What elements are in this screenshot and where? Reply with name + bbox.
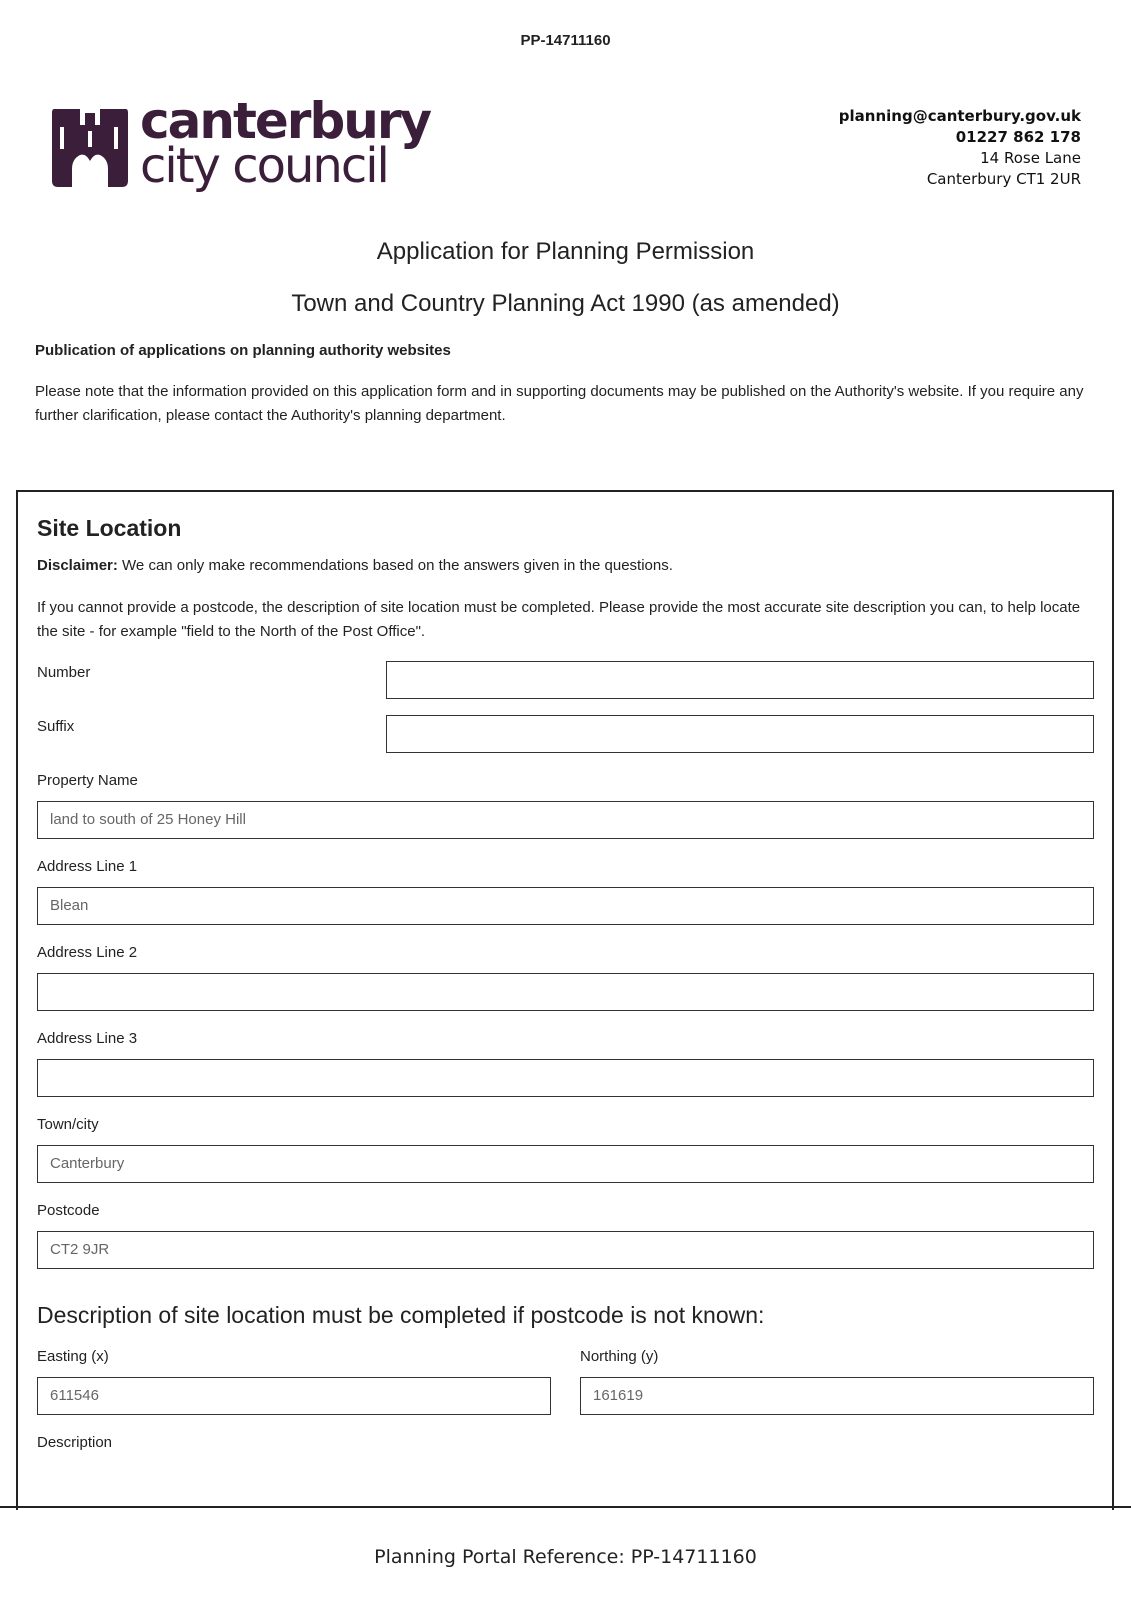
address-line3-field[interactable] [37,1059,1094,1097]
suffix-label: Suffix [37,718,75,735]
contact-address-line1: 14 Rose Lane [980,149,1081,167]
disclaimer-label: Disclaimer: [37,557,118,574]
logo-text-city-council: city council [140,138,388,194]
contact-block [839,106,1081,190]
number-field[interactable] [386,661,1094,699]
property-name-field[interactable]: land to south of 25 Honey Hill [37,801,1094,839]
footer-divider [0,1506,1131,1508]
northing-label: Northing (y) [580,1348,659,1365]
council-logo [50,92,431,200]
site-description-heading: Description of site location must be completed if postcode is not known: [37,1302,765,1328]
easting-label: Easting (x) [37,1348,109,1365]
address-line1-field[interactable]: Blean [37,887,1094,925]
address-line1-label: Address Line 1 [37,858,138,875]
contact-email: planning@canterbury.gov.uk [838,107,1081,125]
postcode-field[interactable]: CT2 9JR [37,1231,1094,1269]
page-reference: PP-14711160 [520,32,611,49]
form-title: Application for Planning Permission [376,238,755,265]
contact-phone: 01227 862 178 [955,128,1081,146]
property-name-label: Property Name [37,772,138,789]
easting-field[interactable]: 611546 [37,1377,551,1415]
footer-reference: Planning Portal Reference: PP-14711160 [374,1546,757,1568]
northing-field[interactable]: 161619 [580,1377,1094,1415]
address-line2-field[interactable] [37,973,1094,1011]
address-line3-label: Address Line 3 [37,1030,138,1047]
form-act: Town and Country Planning Act 1990 (as amended) [291,290,840,317]
publication-text: Please note that the information provided on this application form and in supporting documents may be published on the Authority's website. If you require any further clarification, please contact the Authority's planning department. [35,383,1084,424]
publication-heading: Publication of applications on planning authority websites [35,342,451,359]
postcode-note: If you cannot provide a postcode, the description of site location must be completed. Please provide the most accurate site description you can, to help locate the site - for example "field to the North of the Post Office". [37,599,1081,640]
number-label: Number [37,664,91,681]
logo-text-canterbury: canterbury [140,92,431,150]
disclaimer [37,557,673,574]
contact-address-line2: Canterbury CT1 2UR [926,170,1081,188]
town-field[interactable]: Canterbury [37,1145,1094,1183]
address-line2-label: Address Line 2 [37,944,138,961]
town-label: Town/city [37,1116,99,1133]
description-label: Description [37,1434,113,1451]
cathedral-logo-icon [50,105,130,195]
site-location-heading: Site Location [37,515,182,541]
postcode-label: Postcode [37,1202,100,1219]
suffix-field[interactable] [386,715,1094,753]
disclaimer-text: We can only make recommendations based on the answers given in the questions. [117,557,673,574]
